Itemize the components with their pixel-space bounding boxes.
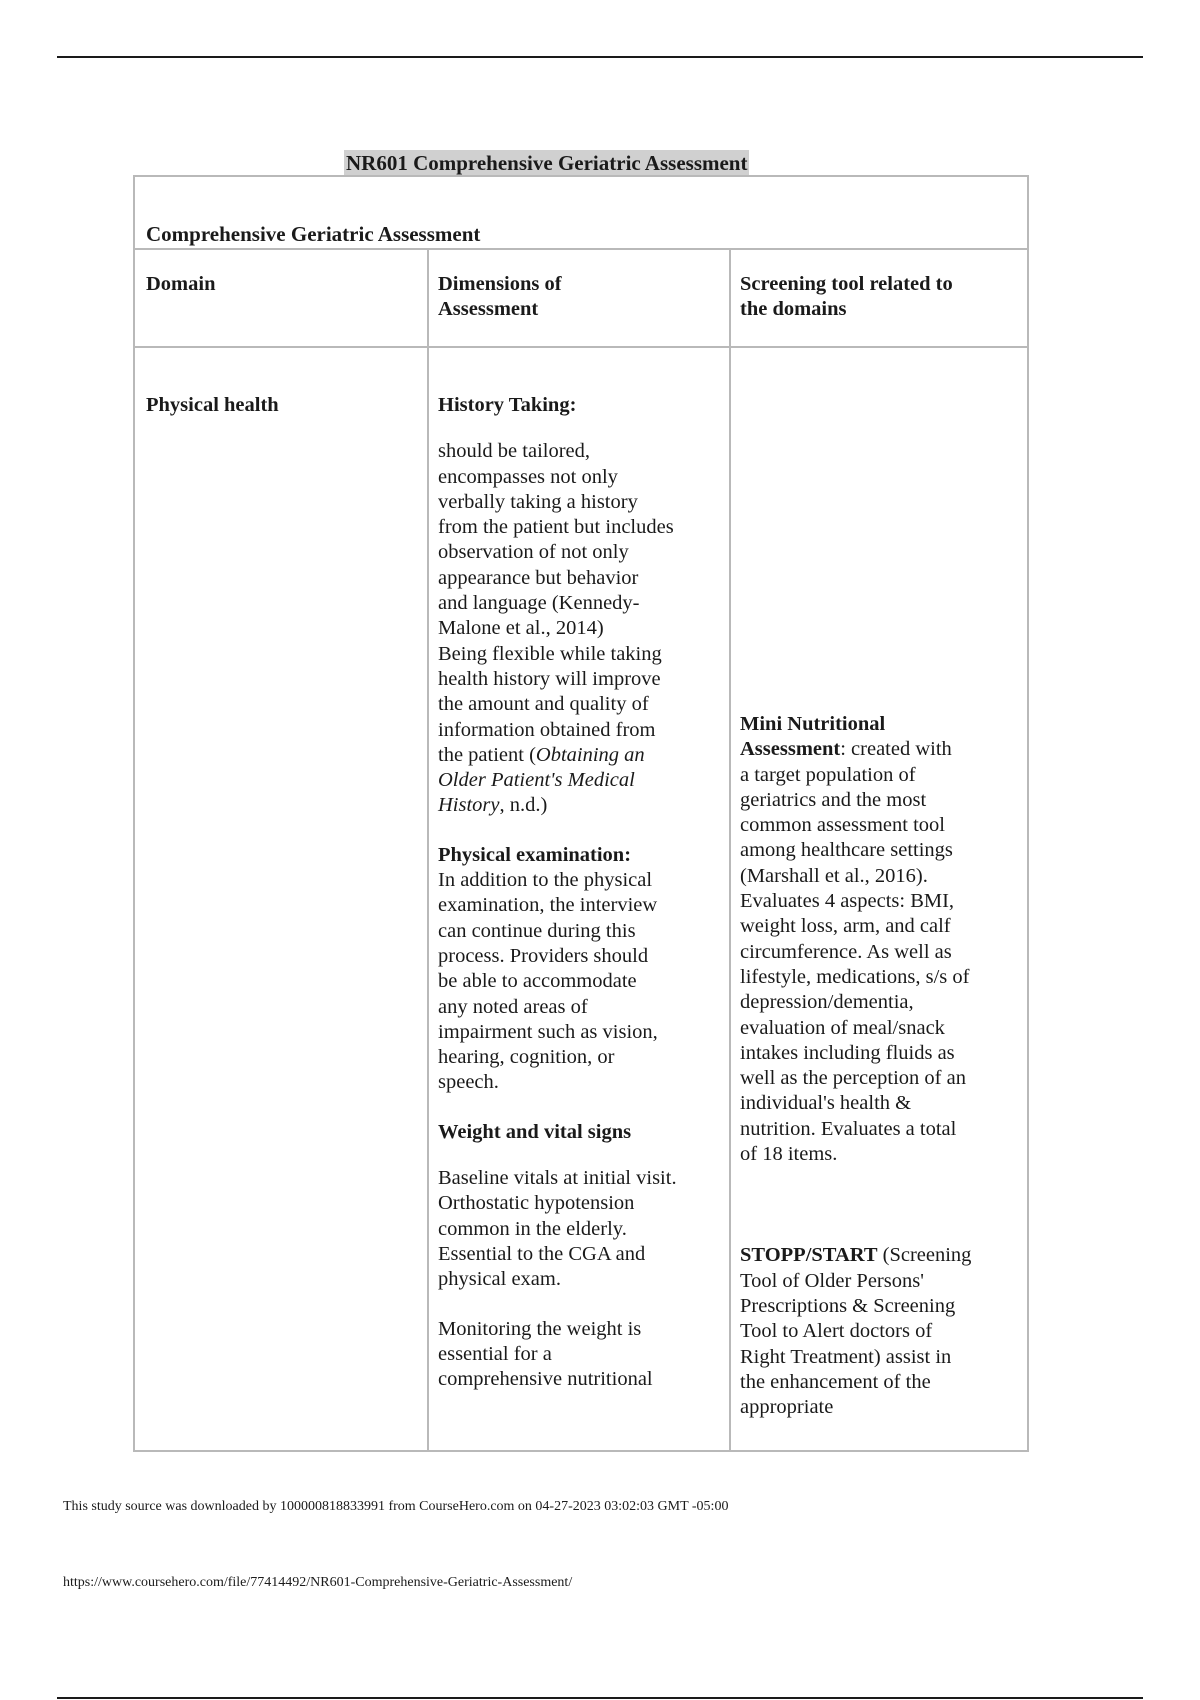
weight-text-1	[438, 1166, 728, 1292]
history-citation: the patient (Obtaining an	[438, 743, 645, 766]
history-line: Malone et al., 2014)	[438, 617, 604, 640]
mna-line: weight loss, arm, and calf	[740, 915, 951, 938]
history-line: appearance but behavior	[438, 566, 639, 589]
exam-line: examination, the interview	[438, 894, 658, 917]
exam-line: hearing, cognition, or	[438, 1046, 615, 1069]
mna-line: individual's health &	[740, 1092, 912, 1115]
mna-line: nutrition. Evaluates a total	[740, 1117, 957, 1140]
document-title: NR601 Comprehensive Geriatric Assessment	[346, 151, 748, 175]
history-line: observation of not only	[438, 541, 629, 564]
stopp-line: Tool of Older Persons'	[740, 1269, 924, 1292]
mna-line: of 18 items.	[740, 1143, 838, 1166]
weight-line: Monitoring the weight is	[438, 1317, 642, 1340]
history-line: Being flexible while taking	[438, 642, 662, 665]
source-url[interactable]: https://www.coursehero.com/file/77414492/NR601-Comprehensive-Geriatric-Assessment/	[63, 1575, 573, 1590]
header-screening-tool: Screening tool related to the domains	[740, 273, 953, 321]
top-rule	[57, 56, 1143, 58]
table-caption: Comprehensive Geriatric Assessment	[146, 222, 481, 246]
exam-heading: Physical examination:	[438, 843, 632, 866]
column-divider-2	[729, 248, 731, 1450]
mna-line: well as the perception of an	[740, 1067, 966, 1090]
bottom-rule	[57, 1697, 1143, 1699]
weight-line: Essential to the CGA and	[438, 1242, 646, 1265]
stopp-line: Prescriptions & Screening	[740, 1294, 956, 1317]
download-note: This study source was downloaded by 100000818833991 from CourseHero.com on 04-27-2023 03:02:03 GMT -05:00	[63, 1499, 729, 1514]
exam-line: can continue during this	[438, 919, 636, 942]
history-line: verbally taking a history	[438, 490, 638, 513]
history-line: health history will improve	[438, 667, 661, 690]
mna-line: intakes including fluids as	[740, 1041, 955, 1064]
exam-text	[438, 868, 728, 1096]
exam-line: impairment such as vision,	[438, 1020, 658, 1043]
mna-line: geriatrics and the most	[740, 788, 927, 811]
mna-line: among healthcare settings	[740, 839, 953, 862]
header-domain: Domain	[146, 273, 216, 295]
history-line: from the patient but includes	[438, 516, 674, 539]
weight-heading: Weight and vital signs	[438, 1120, 632, 1143]
mna-line: (Marshall et al., 2016).	[740, 864, 928, 887]
exam-line: be able to accommodate	[438, 970, 637, 993]
mna-line: depression/dementia,	[740, 991, 914, 1014]
mna-line: Evaluates 4 aspects: BMI,	[740, 890, 955, 913]
stopp-text	[740, 1269, 1020, 1421]
mna-line: evaluation of meal/snack	[740, 1016, 945, 1039]
mna-line: common assessment tool	[740, 814, 945, 837]
exam-line: In addition to the physical	[438, 869, 653, 892]
domain-physical-health: Physical health	[146, 394, 279, 416]
exam-line: process. Providers should	[438, 944, 649, 967]
header-divider	[135, 346, 1027, 348]
caption-divider	[135, 248, 1027, 250]
mna-text	[740, 763, 1020, 1168]
mna-heading: Mini Nutritional	[740, 713, 886, 735]
exam-line: speech.	[438, 1071, 499, 1094]
history-line: encompasses not only	[438, 465, 618, 488]
history-line: information obtained from	[438, 718, 656, 741]
history-heading: History Taking:	[438, 394, 577, 416]
mna-line: circumference. As well as	[740, 940, 952, 963]
history-line: the amount and quality of	[438, 693, 649, 716]
mna-line: lifestyle, medications, s/s of	[740, 965, 970, 988]
history-line: and language (Kennedy-	[438, 592, 640, 615]
screening-column: Mini Nutritional Assessment: created with a target population of geriatrics and the most common assessment tool among healthcare settings (Marshall et al., 2016). Evaluates 4 aspects: BMI, weight loss, arm, and calf circumference. As well as lifestyle, medications, s/s of depression/dementia, evaluation of meal/snack intakes including fluids as well as the perception of an individual's health & nutrition. Evaluates a total of 18 items. STOPP/START (Screening Tool of Older Persons' Prescriptions & Screening Tool to Alert doctors of Right Treatment) assist in the enhancement of the appropriate	[740, 712, 1020, 1420]
stopp-line: Right Treatment) assist in	[740, 1345, 952, 1368]
stopp-line: appropriate	[740, 1396, 834, 1419]
dimensions-column: History Taking: should be tailored, encompasses not only verbally taking a history from the patient but includes observation of not only appearance but behavior and language (Kennedy- Malone et al., 2014) Being flexible while taking health history will improve the amount and quality of information obtained from the patient (Obtaining an Older Patient's Medical History, n.d.) Physical examination: In addition to the physical examination, the interview can continue during this process. Providers should be able to accommodate any noted areas of impairment such as vision, hearing, cognition, or speech. Weight and vital signs Baseline vitals at initial visit. Orthostatic hypotension common in the elderly. Essential to the CGA and physical exam. Monitoring the weight is essential for a comprehensive nutritional	[438, 393, 728, 1392]
mna-line: a target population of	[740, 763, 916, 786]
exam-line: any noted areas of	[438, 995, 588, 1018]
history-line: should be tailored,	[438, 440, 591, 463]
stopp-heading-line: STOPP/START (Screening	[740, 1244, 972, 1267]
weight-line: essential for a	[438, 1342, 552, 1365]
header-dimensions: Dimensions of Assessment	[438, 273, 562, 321]
history-text	[438, 439, 728, 743]
column-divider-1	[427, 248, 429, 1450]
weight-line: Baseline vitals at initial visit.	[438, 1167, 677, 1190]
stopp-line: the enhancement of the	[740, 1370, 931, 1393]
weight-line: Orthostatic hypotension	[438, 1192, 635, 1215]
weight-line: comprehensive nutritional	[438, 1368, 653, 1391]
weight-line: physical exam.	[438, 1268, 561, 1291]
stopp-line: Tool to Alert doctors of	[740, 1320, 933, 1343]
weight-text-2	[438, 1317, 728, 1393]
weight-line: common in the elderly.	[438, 1217, 627, 1240]
